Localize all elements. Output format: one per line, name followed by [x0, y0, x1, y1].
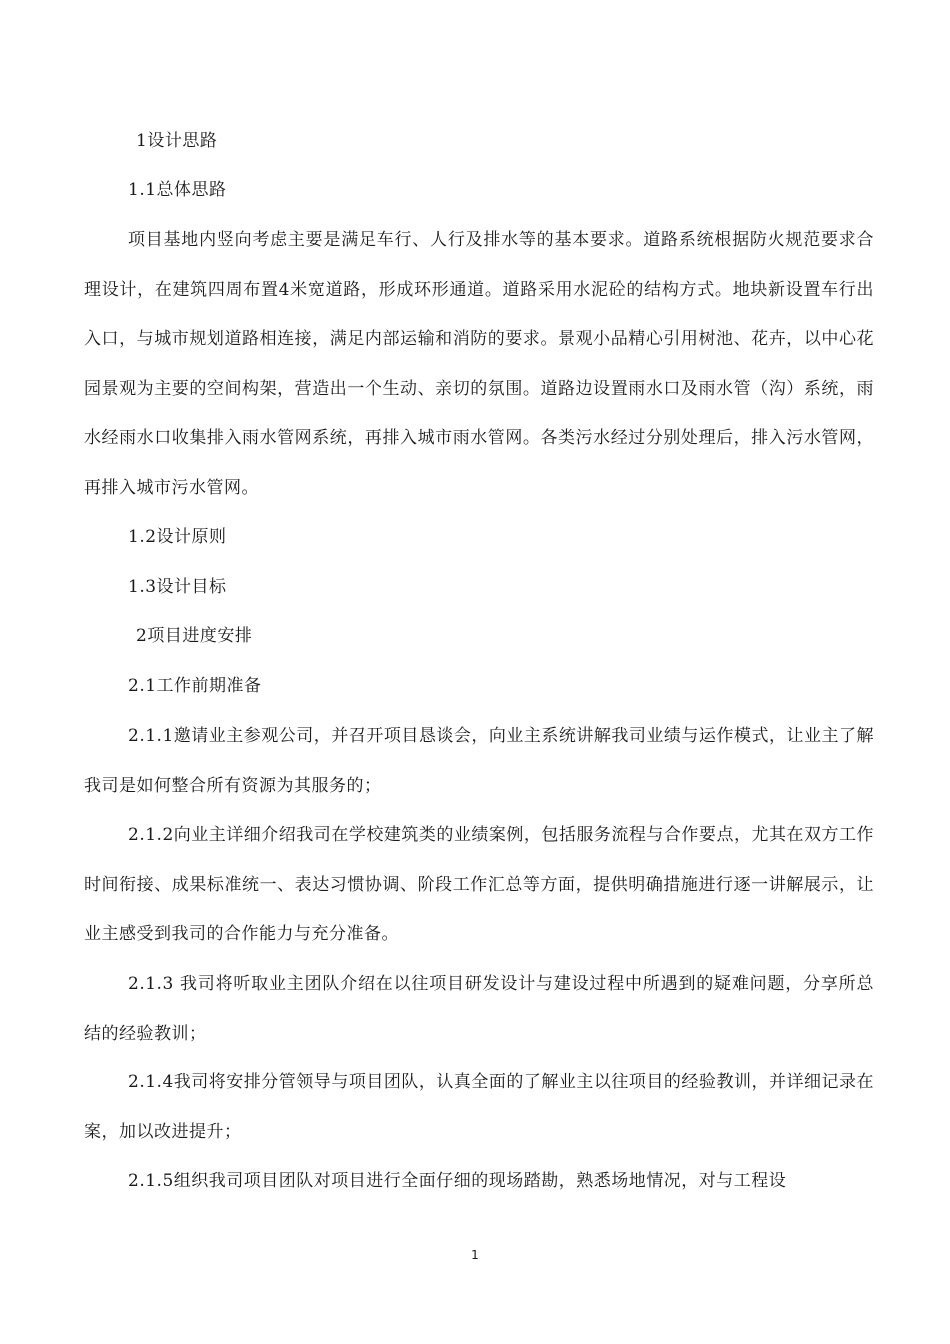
list-item-2-1-1: 2.1.1邀请业主参观公司，并召开项目恳谈会，向业主系统讲解我司业绩与运作模式，让业主了解我司是如何整合所有资源为其服务的；: [84, 726, 874, 796]
list-item-2-1-5: 2.1.5组织我司项目团队对项目进行全面仔细的现场踏勘，熟悉场地情况，对与工程设: [128, 1171, 787, 1191]
section-heading-1-1: 1.1总体思路: [128, 180, 227, 200]
section-heading-1-2: 1.2设计原则: [128, 527, 227, 547]
list-item-2-1-3: 2.1.3 我司将听取业主团队介绍在以往项目研发设计与建设过程中所遇到的疑难问题，分享所总结的经验教训；: [84, 974, 874, 1044]
section-heading-1: 1设计思路: [136, 131, 218, 151]
page-number: 1: [471, 1248, 479, 1262]
section-heading-2: 2项目进度安排: [136, 626, 253, 646]
list-item-2-1-4: 2.1.4我司将安排分管领导与项目团队，认真全面的了解业主以往项目的经验教训，并详细记录在案，加以改进提升；: [84, 1072, 874, 1142]
section-heading-1-3: 1.3设计目标: [128, 577, 227, 597]
body-paragraph: 项目基地内竖向考虑主要是满足车行、人行及排水等的基本要求。道路系统根据防火规范要求合理设计，在建筑四周布置4米宽道路，形成环形通道。道路采用水泥砼的结构方式。地块新设置车行出入口，与城市规划道路相连接，满足内部运输和消防的要求。景观小品精心引用树池、花卉，以中心花园景观为主要的空间构架，营造出一个生动、亲切的氛围。道路边设置雨水口及雨水管（沟）系统，雨水经雨水口收集排入雨水管网系统，再排入城市雨水管网。各类污水经过分别处理后，排入污水管网，再排入城市污水管网。: [84, 230, 874, 498]
section-heading-2-1: 2.1工作前期准备: [128, 676, 262, 696]
list-item-2-1-2: 2.1.2向业主详细介绍我司在学校建筑类的业绩案例，包括服务流程与合作要点，尤其在双方工作时间衔接、成果标准统一、表达习惯协调、阶段工作汇总等方面，提供明确措施进行逐一讲解展示，让业主感受到我司的合作能力与充分准备。: [84, 825, 874, 944]
